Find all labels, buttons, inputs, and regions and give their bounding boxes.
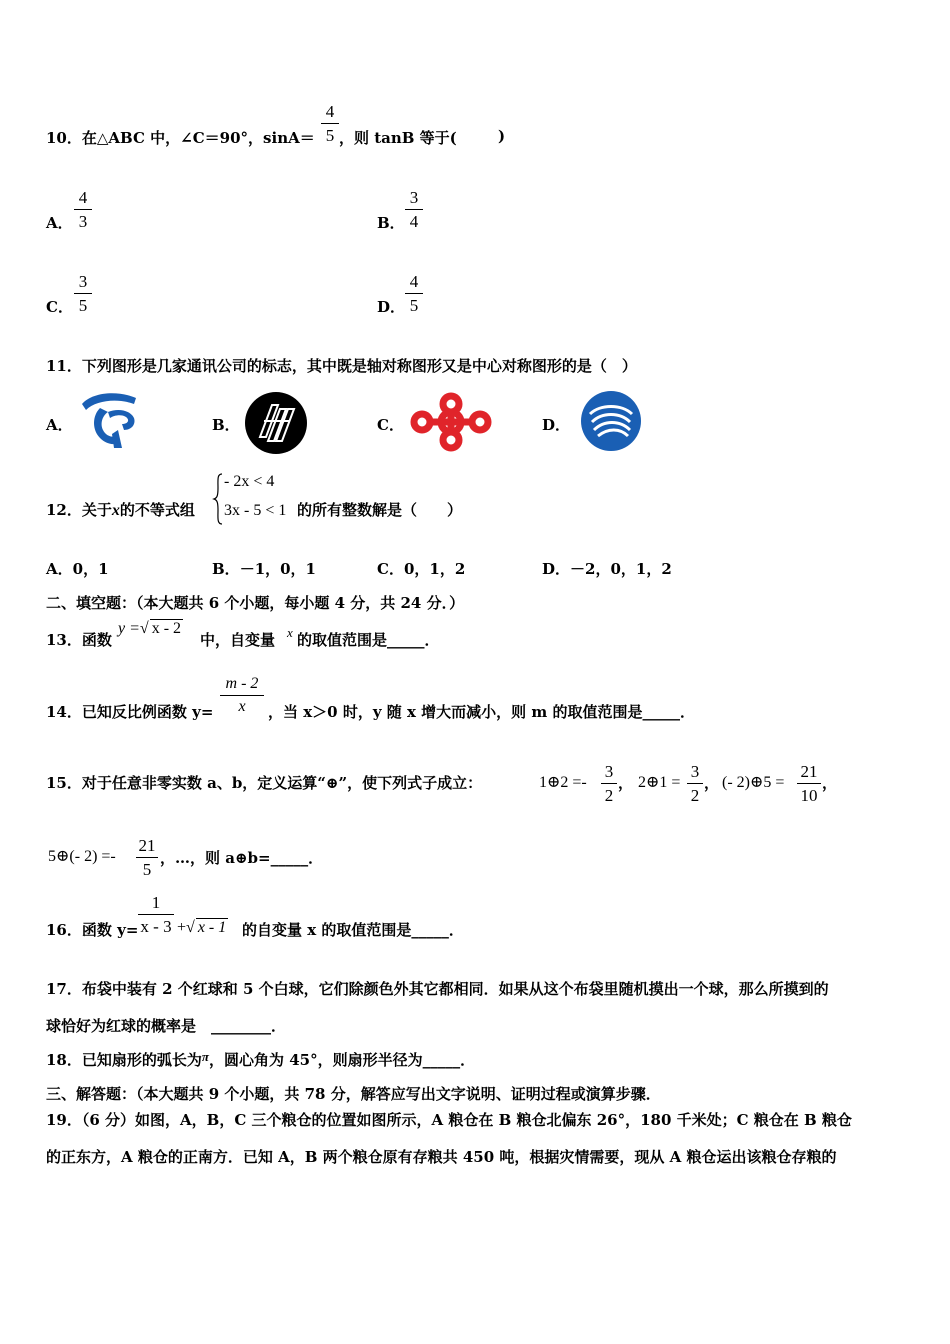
- q16-sqrt: [177, 918, 228, 937]
- q14-fraction-den: x: [238, 698, 246, 715]
- sqrt-sign-icon: √: [139, 620, 149, 637]
- section-3-heading: 三、解答题：（本大题共 9 个小题，共 78 分，解答应写出文字说明、证明过程或演算步骤．: [46, 1085, 661, 1103]
- q15-ex2-num: 3: [690, 762, 700, 781]
- q18-stem: [46, 1049, 475, 1070]
- q10-option-a-label: A．: [46, 214, 73, 232]
- q10-option-a-num: 4: [78, 188, 88, 207]
- q10-option-c-den: 5: [78, 296, 88, 315]
- q14-text-b: ，当 x＞0 时，y 随 x 增大而减小，则 m 的取值范围是_____．: [268, 703, 695, 721]
- q13-number: 13．: [46, 631, 82, 649]
- q12-option-a-value: 0，1: [72, 560, 109, 578]
- q10-option-b-num: 3: [409, 188, 419, 207]
- q10-text-a: 在△ABC 中，∠C＝90°，sinA＝: [81, 129, 315, 147]
- q15-line2-den: 5: [142, 860, 152, 879]
- q15-number: 15．: [46, 774, 82, 792]
- q13-text-c: 的取值范围是_____．: [297, 631, 440, 649]
- china-telecom-logo-icon: [78, 390, 142, 450]
- q18-pi: π: [201, 1049, 209, 1064]
- q16-radicand: x - 1: [197, 919, 227, 936]
- q13-radicand: x - 2: [151, 620, 182, 637]
- q11-option-c-label: C．: [377, 416, 404, 434]
- q16-fraction-num: 1: [151, 893, 161, 912]
- q12-text-c: 的所有整数解是（ ）: [297, 501, 463, 519]
- q13-text-a: 函数: [81, 631, 112, 649]
- q11-number: 11．: [46, 357, 82, 375]
- q12-inequality-1: - 2x < 4: [224, 473, 275, 490]
- q11-option-d-label: D．: [542, 416, 571, 434]
- q15-ex3-lhs: (- 2)⊕5 =: [722, 774, 785, 791]
- q11-option-b-label: B．: [212, 416, 240, 434]
- q16-plus: +: [177, 919, 187, 936]
- q12-option-d-label: D．: [542, 560, 571, 578]
- q14-number: 14．: [46, 703, 82, 721]
- q10-fraction-numerator: 4: [325, 102, 335, 121]
- q15-ex3-den: 10: [800, 786, 818, 805]
- q16-fraction-den: x - 3: [140, 917, 172, 936]
- q16-text-a: 函数 y=: [81, 921, 139, 939]
- q13-text-b: 中，自变量: [200, 631, 276, 649]
- q15-ex3-num: 21: [800, 762, 818, 781]
- q15-ex2-den: 2: [690, 786, 700, 805]
- q12-option-a: [46, 558, 109, 579]
- q12-option-c-label: C．: [377, 560, 404, 578]
- q10-option-a-den: 3: [78, 212, 88, 231]
- q16-fraction: [138, 894, 174, 935]
- q10-paren-close: ): [498, 127, 506, 145]
- q15-line2-text: ，…，则 a⊕b=_____．: [160, 849, 324, 867]
- q10-option-b-den: 4: [409, 212, 419, 231]
- q15-stem: [46, 772, 482, 793]
- q12-option-b-label: B．: [212, 560, 240, 578]
- q10-option-c-label: C．: [46, 298, 73, 316]
- q15-ex1-num: 3: [604, 762, 614, 781]
- q12-option-c: [377, 558, 465, 579]
- section-2-heading: 二、填空题：（本大题共 6 个小题，每小题 4 分，共 24 分．）: [46, 594, 465, 612]
- q15-sep-2: ，: [704, 774, 720, 792]
- q12-stem-a: [46, 499, 195, 520]
- q17-line-2: 球恰好为红球的概率是 ________．: [46, 1017, 287, 1035]
- q10-option-b-fraction: [405, 189, 423, 230]
- q12-inequality-2: 3x - 5 < 1: [224, 502, 287, 519]
- q11-stem: [46, 355, 637, 376]
- q15-sep-1: ，: [618, 774, 634, 792]
- q14-fraction-num: m - 2: [225, 675, 259, 692]
- q10-text-b: [339, 127, 457, 148]
- q10-fraction: [321, 103, 339, 144]
- q17-line-1: 17．布袋中装有 2 个红球和 5 个白球，它们除颜色外其它都相同．如果从这个布袋里随机摸出一个球，那么所摸到的: [46, 980, 829, 998]
- q14-text-a-wrap: [46, 701, 213, 722]
- q15-line2-fraction: [136, 837, 158, 878]
- q19-line-2: 的正东方，A 粮仓的正南方．已知 A，B 两个粮仓原有存粮共 450 吨，根据灾情需要，现从 A 粮仓运出该粮仓存粮的: [46, 1148, 837, 1166]
- q10-text-b-span: ，则 tanB 等于(: [339, 129, 457, 147]
- q10-option-c-num: 3: [78, 272, 88, 291]
- q10-option-c-fraction: [74, 273, 92, 314]
- q12-option-d: [542, 558, 672, 579]
- q12-option-b-value: －1，0，1: [239, 560, 316, 578]
- q10-stem: [46, 127, 315, 148]
- q12-option-c-value: 0，1，2: [403, 560, 466, 578]
- black-circle-maze-logo-icon: [244, 391, 308, 455]
- q12-option-a-label: A．: [46, 560, 73, 578]
- q18-text-b: ，圆心角为 45°，则扇形半径为_____．: [208, 1051, 476, 1069]
- q13-formula: [118, 619, 183, 638]
- q10-number: 10．: [46, 129, 82, 147]
- q13-var: x: [287, 625, 293, 640]
- q15-text-a: 对于任意非零实数 a、b，定义运算“⊕”，使下列式子成立：: [81, 774, 483, 792]
- q12-var: x: [111, 502, 120, 519]
- q15-ex3-fraction: [797, 763, 821, 804]
- q14-text-a: 已知反比例函数 y=: [81, 703, 214, 721]
- sqrt-sign-icon: √: [186, 919, 195, 936]
- q15-ex1-lhs: 1⊕2 =-: [539, 774, 587, 791]
- q15-sep-3: ，: [822, 774, 838, 792]
- q18-text-a: 18．已知扇形的弧长为: [46, 1051, 202, 1069]
- q13-formula-lhs: y =: [118, 620, 140, 637]
- q10-option-a-fraction: [74, 189, 92, 230]
- q16-text-b: 的自变量 x 的取值范围是_____．: [242, 921, 464, 939]
- q15-line2-lhs: 5⊕(- 2) =-: [48, 848, 116, 865]
- q16-stem: [46, 919, 138, 940]
- q12-text-a: 关于: [81, 501, 112, 519]
- q10-fraction-denominator: 5: [325, 126, 335, 145]
- q16-number: 16．: [46, 921, 82, 939]
- q12-text-b: 的不等式组: [119, 501, 195, 519]
- q14-fraction: [220, 676, 264, 715]
- q11-option-a-label: A．: [46, 416, 73, 434]
- q10-option-d-den: 5: [409, 296, 419, 315]
- q15-ex2-lhs: 2⊕1 =: [638, 774, 681, 791]
- china-unicom-knot-logo-icon: [410, 392, 492, 452]
- q15-ex2-fraction: [687, 763, 703, 804]
- q10-option-d-label: D．: [377, 298, 406, 316]
- q12-option-d-value: －2，0，1，2: [570, 560, 672, 578]
- q15-line2-num: 21: [138, 836, 156, 855]
- q11-text: 下列图形是几家通讯公司的标志，其中既是轴对称图形又是中心对称图形的是（ ）: [81, 357, 637, 375]
- q10-option-b-label: B．: [377, 214, 405, 232]
- q15-ex1-den: 2: [604, 786, 614, 805]
- q10-option-d-num: 4: [409, 272, 419, 291]
- q12-number: 12．: [46, 501, 82, 519]
- q19-line-1: 19．（6 分）如图，A，B，C 三个粮仓的位置如图所示，A 粮仓在 B 粮仓北偏东 26°，180 千米处；C 粮仓在 B 粮仓: [46, 1111, 852, 1129]
- q15-ex1-fraction: [601, 763, 617, 804]
- q12-brace-icon: [212, 472, 224, 526]
- q12-option-b: [212, 558, 316, 579]
- china-mobile-logo-icon: [580, 390, 642, 452]
- q10-option-d-fraction: [405, 273, 423, 314]
- q13-stem-a: [46, 629, 112, 650]
